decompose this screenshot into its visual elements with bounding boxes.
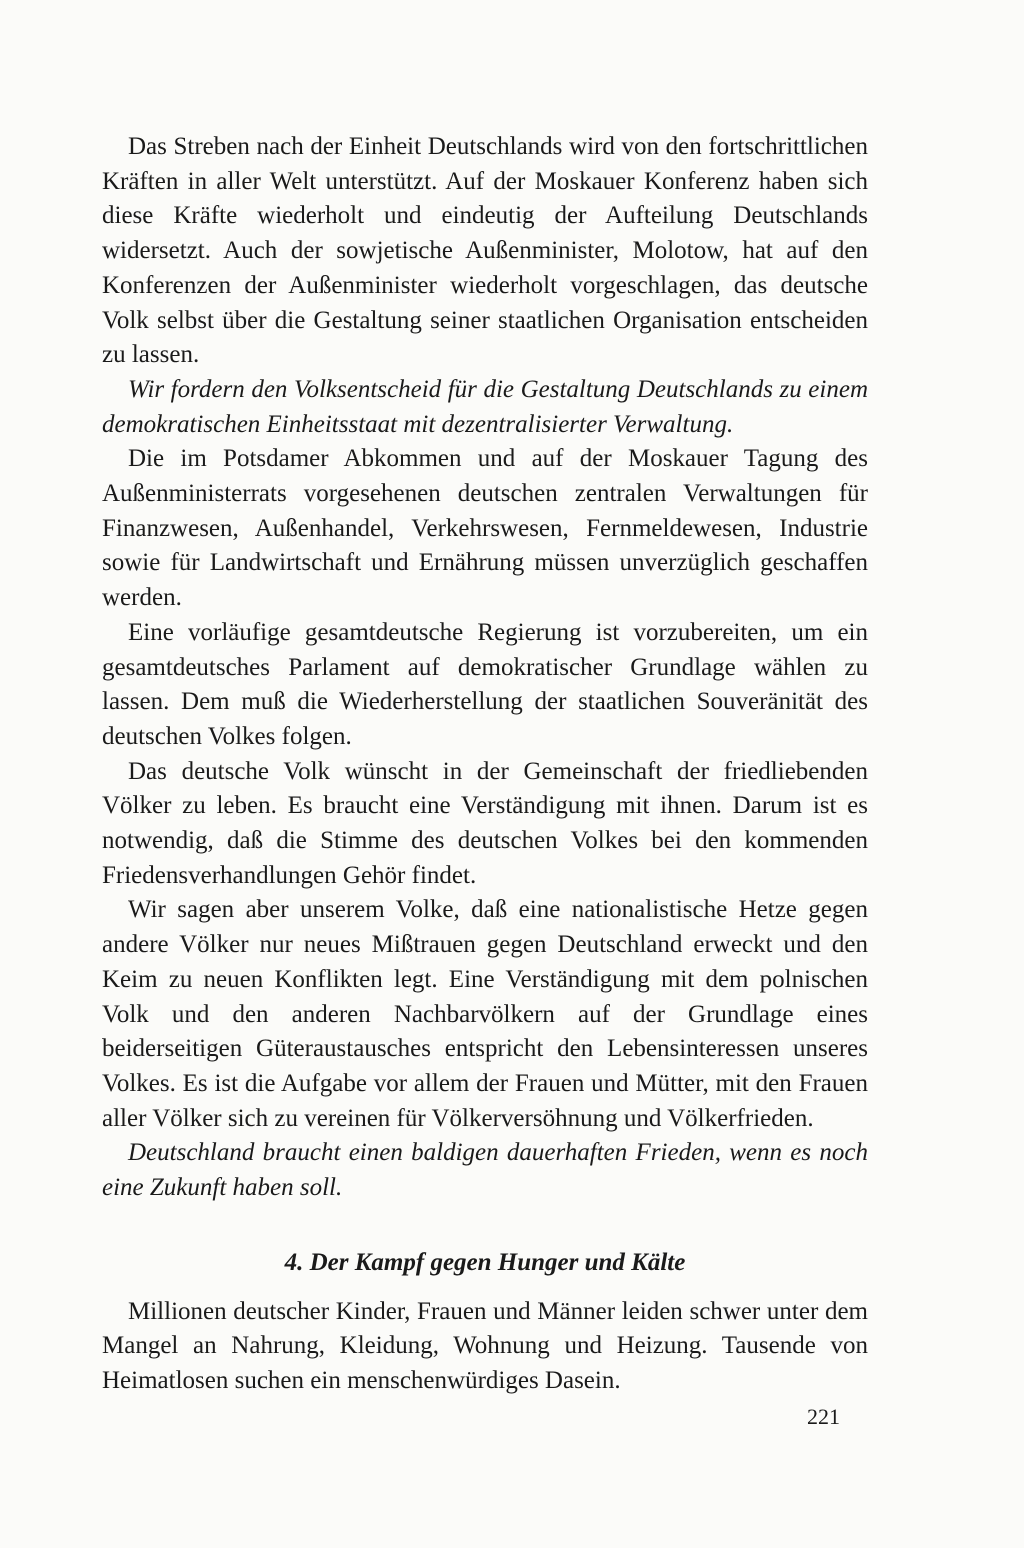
paragraph-lasting-peace: Deutschland braucht einen baldigen dauerhaften Frieden, wenn es noch eine Zukunft haben soll.	[102, 1139, 868, 1202]
paragraph-nationalist-agitation: Wir sagen aber unserem Volke, daß eine nationalistische Hetze gegen andere Völker nur neues Mißtrauen gegen Deutschland erweckt und den Keim zu neuen Konflikten legt. Eine Verständigung mit dem polnischen Volk und den anderen Nachbarvölkern auf der Grundlage eines beiderseitigen Güteraustausches entspricht den Lebensinteressen unseres Volkes. Es ist die Aufgabe vor allem der Frauen und Mütter, mit den Frauen aller Völker sich zu vereinen für Völkerversöhnung und Völkerfrieden.	[102, 896, 868, 1132]
page-number: 221	[807, 1404, 840, 1429]
paragraph-central-administrations: Die im Potsdamer Abkommen und auf der Moskauer Tagung des Außenministerrats vorgesehenen deutschen zentralen Verwaltungen für Finanzwesen, Außenhandel, Verkehrswesen, Fernmeldewesen, Industrie sowie für Landwirtschaft und Ernährung müssen unverzüglich geschaffen werden.	[102, 445, 868, 612]
paragraph-referendum-demand: Wir fordern den Volksentscheid für die Gestaltung Deutschlands zu einem demokratischen Einheitsstaat mit dezentralisierter Verwaltung.	[102, 375, 868, 438]
section-heading: 4. Der Kampf gegen Hunger und Kälte	[284, 1248, 686, 1276]
paragraph-unity: Das Streben nach der Einheit Deutschlands wird von den fortschrittlichen Kräften in aller Welt unterstützt. Auf der Moskauer Konferenz haben sich diese Kräfte wiederholt und eindeutig der Aufteilung Deutschlands widersetzt. Auch der sowjetische Außenminister, Molotow, hat auf den Konferenzen der Außenminister wiederholt vorgeschlagen, das deutsche Volk selbst über die Gestaltung seiner staatlichen Organisation entscheiden zu lassen.	[102, 133, 868, 369]
paragraph-provisional-government: Eine vorläufige gesamtdeutsche Regierung ist vorzubereiten, um ein gesamtdeutsches Parlament auf demokratischer Grundlage wählen zu lassen. Dem muß die Wiederherstellung der staatlichen Souveränität des deutschen Volkes folgen.	[102, 618, 868, 750]
body-text	[102, 130, 868, 1399]
paragraph-hunger-cold: Millionen deutscher Kinder, Frauen und Männer leiden schwer unter dem Mangel an Nahrung, Kleidung, Wohnung und Heizung. Tausende von Heimatlosen suchen ein menschenwürdiges Dasein.	[102, 1297, 868, 1394]
paragraph-peaceful-peoples: Das deutsche Volk wünscht in der Gemeinschaft der friedliebenden Völker zu leben. Es braucht eine Verständigung mit ihnen. Darum ist es notwendig, daß die Stimme des deutschen Volkes bei den kommenden Friedensverhandlungen Gehör findet.	[102, 757, 868, 889]
